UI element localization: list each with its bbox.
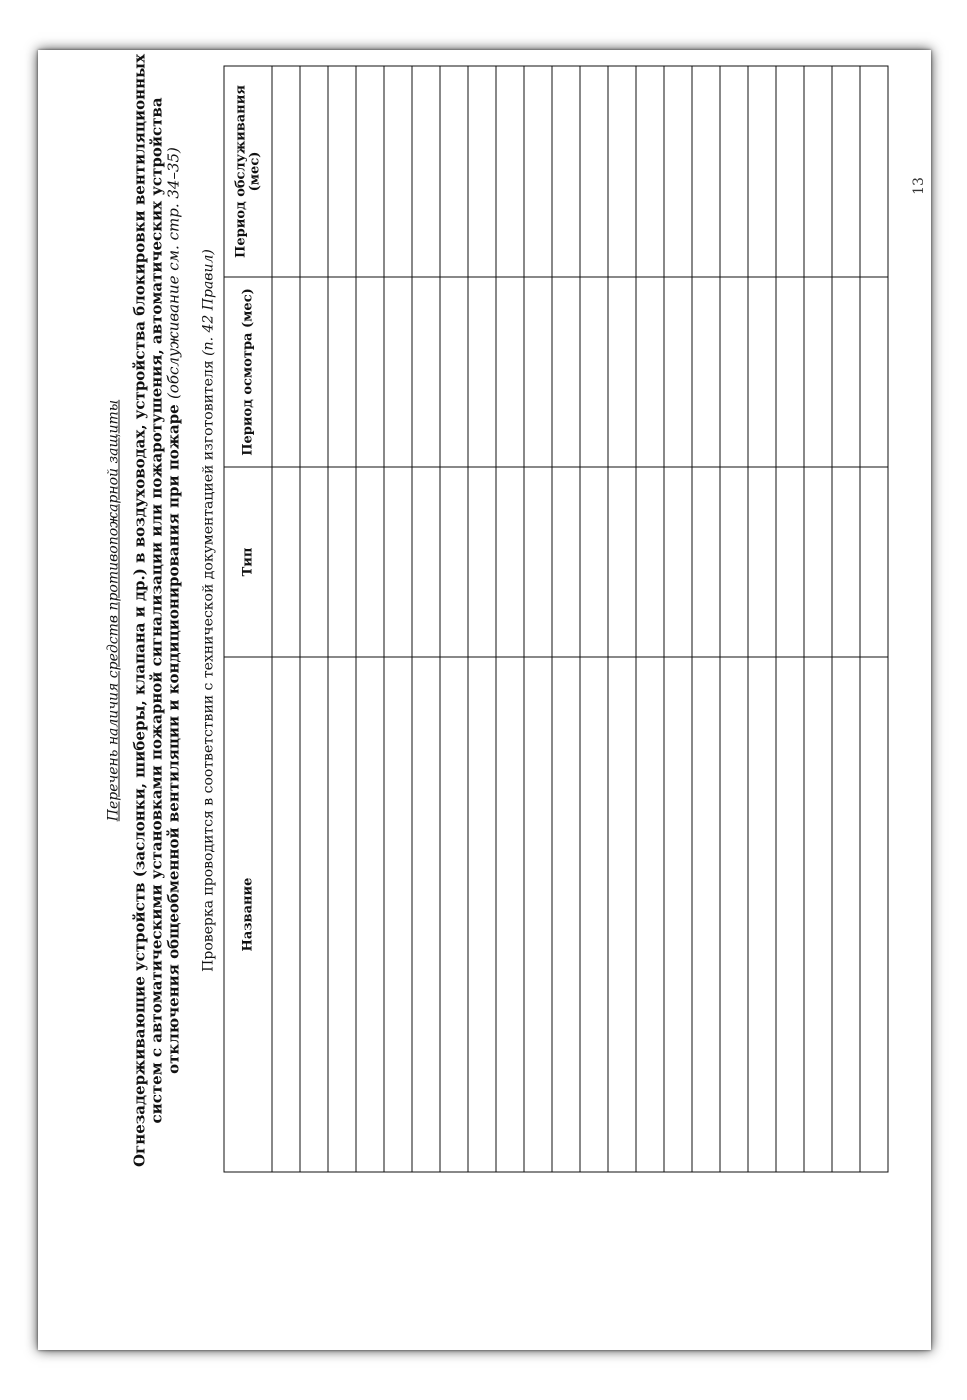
- table-row: [300, 66, 328, 1172]
- table-cell[interactable]: [468, 657, 496, 1172]
- table-cell[interactable]: [272, 467, 300, 657]
- table-row: [328, 66, 356, 1172]
- table-cell[interactable]: [720, 467, 748, 657]
- table-cell[interactable]: [300, 66, 328, 277]
- table-cell[interactable]: [552, 467, 580, 657]
- table-cell[interactable]: [692, 277, 720, 467]
- table-cell[interactable]: [496, 277, 524, 467]
- heading-line-3-bold: отключения общеобменной вентиляции и кондиционирования при пожаре: [164, 404, 183, 1074]
- table-cell[interactable]: [748, 467, 776, 657]
- table-cell[interactable]: [608, 66, 636, 277]
- table-cell[interactable]: [384, 277, 412, 467]
- table-cell[interactable]: [832, 277, 860, 467]
- page-heading: [132, 46, 183, 1176]
- table-cell[interactable]: [356, 66, 384, 277]
- table-cell[interactable]: [356, 277, 384, 467]
- table-cell[interactable]: [664, 467, 692, 657]
- table-cell[interactable]: [524, 277, 552, 467]
- table-cell[interactable]: [524, 467, 552, 657]
- table-cell[interactable]: [272, 277, 300, 467]
- table-cell[interactable]: [832, 467, 860, 657]
- table-cell[interactable]: [692, 66, 720, 277]
- page-caption: Перечень наличия средств противопожарной защиты: [105, 399, 122, 822]
- table-cell[interactable]: [776, 66, 804, 277]
- table-cell[interactable]: [608, 277, 636, 467]
- table-row: [440, 66, 468, 1172]
- equipment-table: [224, 66, 889, 1173]
- table-cell[interactable]: [412, 467, 440, 657]
- table-cell[interactable]: [832, 657, 860, 1172]
- table-cell[interactable]: [468, 467, 496, 657]
- table-cell[interactable]: [748, 277, 776, 467]
- table-cell[interactable]: [412, 277, 440, 467]
- table-cell[interactable]: [356, 467, 384, 657]
- table-row: [552, 66, 580, 1172]
- column-header-service-period: Период обслуживания (мес): [224, 66, 272, 277]
- table-cell[interactable]: [496, 66, 524, 277]
- table-row: [356, 66, 384, 1172]
- column-header-type: Тип: [224, 467, 272, 657]
- table-row: [412, 66, 440, 1172]
- table-cell[interactable]: [468, 66, 496, 277]
- table-cell[interactable]: [804, 66, 832, 277]
- table-cell[interactable]: [860, 657, 888, 1172]
- heading-service-reference: (обслуживание см. стр. 34–35): [164, 147, 183, 400]
- table-row: [748, 66, 776, 1172]
- table-row: [776, 66, 804, 1172]
- table-row: [804, 66, 832, 1172]
- table-cell[interactable]: [440, 66, 468, 277]
- table-cell[interactable]: [664, 657, 692, 1172]
- table-cell[interactable]: [580, 657, 608, 1172]
- inspection-note: [201, 46, 217, 1176]
- column-header-inspection-period: Период осмотра (мес): [224, 277, 272, 467]
- table-cell[interactable]: [272, 657, 300, 1172]
- table-cell[interactable]: [776, 467, 804, 657]
- table-cell[interactable]: [328, 467, 356, 657]
- table-cell[interactable]: [608, 467, 636, 657]
- table-cell[interactable]: [440, 467, 468, 657]
- table-row: [496, 66, 524, 1172]
- table-cell[interactable]: [440, 277, 468, 467]
- table-cell[interactable]: [860, 66, 888, 277]
- rotated-page-content: [104, 46, 939, 1176]
- table-row: [580, 66, 608, 1172]
- table-row: [468, 66, 496, 1172]
- table-cell[interactable]: [496, 657, 524, 1172]
- table-cell[interactable]: [300, 277, 328, 467]
- table-cell[interactable]: [776, 657, 804, 1172]
- table-cell[interactable]: [356, 657, 384, 1172]
- table-row: [524, 66, 552, 1172]
- table-cell[interactable]: [328, 277, 356, 467]
- table-cell[interactable]: [384, 66, 412, 277]
- table-cell[interactable]: [636, 467, 664, 657]
- table-cell[interactable]: [720, 277, 748, 467]
- table-cell[interactable]: [300, 467, 328, 657]
- table-cell[interactable]: [496, 467, 524, 657]
- table-cell[interactable]: [552, 277, 580, 467]
- table-cell[interactable]: [552, 657, 580, 1172]
- table-cell[interactable]: [804, 657, 832, 1172]
- table-cell[interactable]: [300, 657, 328, 1172]
- table-cell[interactable]: [748, 66, 776, 277]
- table-row: [384, 66, 412, 1172]
- table-cell[interactable]: [636, 277, 664, 467]
- table-cell[interactable]: [636, 657, 664, 1172]
- table-cell[interactable]: [412, 657, 440, 1172]
- heading-line-3: [166, 46, 183, 1176]
- table-cell[interactable]: [328, 66, 356, 277]
- table-cell[interactable]: [692, 657, 720, 1172]
- table-row: [692, 66, 720, 1172]
- heading-line-1: Огнезадерживающие устройств (заслонки, шиберы, клапана и др.) в воздуховодах, устройства блокировки вентиляционных: [130, 53, 149, 1168]
- table-cell[interactable]: [384, 657, 412, 1172]
- table-cell[interactable]: [552, 66, 580, 277]
- table-header-row: [224, 66, 272, 1172]
- table-row: [608, 66, 636, 1172]
- table-cell[interactable]: [748, 657, 776, 1172]
- table-cell[interactable]: [440, 657, 468, 1172]
- table-cell[interactable]: [804, 277, 832, 467]
- table-row: [720, 66, 748, 1172]
- table-cell[interactable]: [776, 277, 804, 467]
- table-cell[interactable]: [272, 66, 300, 277]
- table-cell[interactable]: [608, 657, 636, 1172]
- table-cell[interactable]: [692, 467, 720, 657]
- inspection-note-reference: (п. 42 Правил): [200, 249, 217, 356]
- table-cell[interactable]: [664, 66, 692, 277]
- table-body: [272, 66, 888, 1172]
- table-cell[interactable]: [328, 657, 356, 1172]
- page-number: 13: [910, 177, 927, 195]
- table-cell[interactable]: [832, 66, 860, 277]
- table-row: [664, 66, 692, 1172]
- table-cell[interactable]: [860, 277, 888, 467]
- table-row: [832, 66, 860, 1172]
- inspection-note-text: Проверка проводится в соответствии с технической документацией изготовителя: [200, 360, 217, 972]
- table-cell[interactable]: [664, 277, 692, 467]
- heading-line-2: систем с автоматическими установками пожарной сигнализации или пожаротушения, автоматических устройства: [147, 97, 166, 1124]
- table-row: [860, 66, 888, 1172]
- table-cell[interactable]: [468, 277, 496, 467]
- table-row: [636, 66, 664, 1172]
- table-cell[interactable]: [636, 66, 664, 277]
- table-cell[interactable]: [720, 66, 748, 277]
- table-cell[interactable]: [860, 467, 888, 657]
- document-page: [38, 50, 931, 1350]
- table-cell[interactable]: [580, 277, 608, 467]
- table-cell[interactable]: [804, 467, 832, 657]
- table-row: [272, 66, 300, 1172]
- table-cell[interactable]: [384, 467, 412, 657]
- table-cell[interactable]: [524, 657, 552, 1172]
- column-header-name: Название: [224, 657, 272, 1172]
- table-cell[interactable]: [580, 66, 608, 277]
- table-cell[interactable]: [580, 467, 608, 657]
- table-cell[interactable]: [524, 66, 552, 277]
- table-cell[interactable]: [720, 657, 748, 1172]
- table-cell[interactable]: [412, 66, 440, 277]
